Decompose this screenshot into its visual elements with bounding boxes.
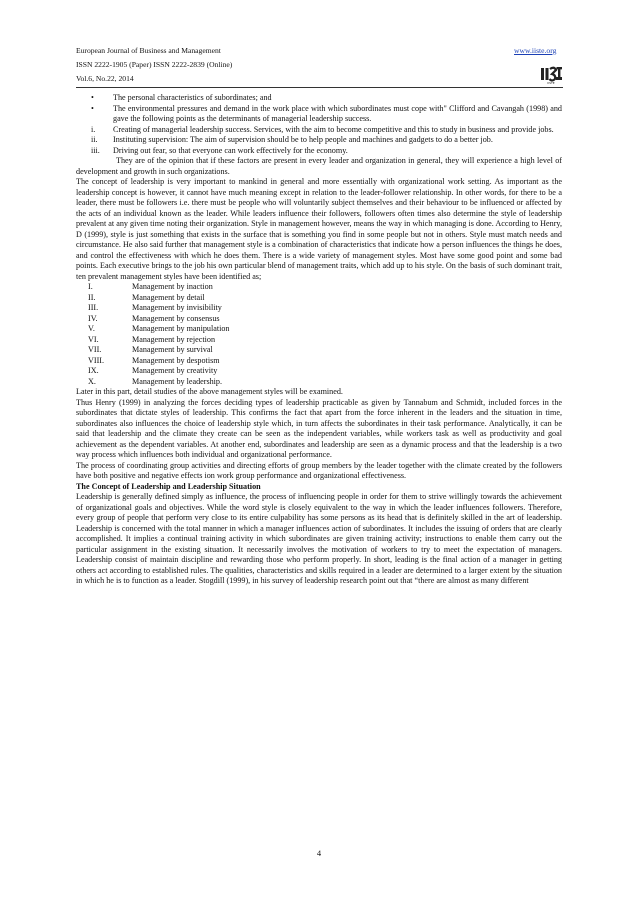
issn-line: ISSN 2222-1905 (Paper) ISSN 2222-2839 (Online) (76, 60, 233, 69)
volume-line: Vol.6, No.22, 2014 (76, 74, 134, 83)
paragraph: The process of coordinating group activities and directing efforts of group members by the leader together with the climate created by the followers have both positive and negative effects ion work group performance and organizational effectiveness. (76, 460, 562, 480)
list-item: I. Management by inaction (88, 282, 213, 291)
list-item: VI. Management by rejection (88, 334, 216, 344)
list-item: VII. Management by survival (88, 345, 213, 354)
list-item: IV. Management by consensus (88, 313, 220, 323)
section-heading: The Concept of Leadership and Leadership Situation (76, 481, 261, 491)
list-item: VIII. Management by despotism (88, 355, 220, 365)
logo-text: IISTE (547, 81, 555, 84)
article-body (76, 93, 562, 587)
paragraph: Later in this part, detail studies of the above management styles will be examined. (76, 387, 343, 396)
list-item: X. Management by leadership. (88, 376, 223, 386)
list-item: IX. Management by creativity (88, 366, 218, 375)
bullet-item: • The environmental pressures and demand in the work place with which subordinates must cope with" Clifford and Cavangah (1998) and gave the following points as the determinants of managerial leadership success. (91, 103, 562, 123)
bullet-icon: • (91, 93, 94, 102)
paragraph: They are of the opinion that if these factors are present in every leader and organization in general, they will experience a high level of development and growth in such organizations. (76, 156, 562, 176)
header-divider (76, 87, 563, 88)
bullet-icon: • (91, 103, 94, 113)
paragraph: Leadership is generally defined simply as influence, the process of influencing people in order for them to strive willingly towards the achievement of organizational goals and objectives. While the word style is closely equivalent to the way in which the leader influences followers. Therefore, every group of people that perform very close to its entire culpability has some persons as its head that is definitely skilled in the art of leadership. Leadership is concerned with the total manner in which a manager influences action of subordinates. It includes the issuing of orders that are clearly accomplished. It implies a continual training activity in which subordinates are given training activity; instructions to enable them carry out the particular assignment in the existing situation. It necessarily involves the motivation of workers to try to meet the expectation of managers. Leadership consist of maintain discipline and rewarding those who perform properly. In short, leading is the final action of a manager in getting others act according to established rules. The qualities, characteristics and skills required in a leader are determined to a larger extent by the situation in which he is to function as a leader. Stogdill (1999), in his survey of leadership research point out that “there are almost as many different (76, 492, 562, 585)
roman-point: ii. Instituting supervision: The aim of supervision should be to help people and machines and gadgets to do a better job. (91, 135, 493, 144)
paragraph: The concept of leadership is very important to mankind in general and more essentially with organizational work setting. As important as the leadership concept is however, it cannot have much meaning except in relation to the leader-follower relationship. In other words, for there to be a leader, there must be followers i.e. there must be people who will voluntarily subject themselves and their behaviour to be influenced or affected by the acts of an individual known as the leader. While leaders influence their followers, followers often times also determine the style of leadership prevalent at any given time noting their organization. Style in management however, means the way in which managing is done. According to Henry, D (1999), style is just something that exists in the surface that is something you find in some people but not in others. Style must match needs and circumstance. He also said further that management style is a combination of characteristics that indicate how a person influences the things he does, and control the effectiveness with which he does them. There is a wide variety of management styles. Most have some good point and some bad points. Each executive brings to the job his own particular blend of management traits, which add up to his style. On the basis of such dominant trait, ten prevalent management styles have been identified as; (76, 177, 562, 281)
paragraph: Thus Henry (1999) in analyzing the forces deciding types of leadership practicable as given by Tannabum and Schmidt, included forces in the subordinates that dictate styles of leadership. This confirms the fact that apart from the force inherent in the leaders and the situation in time, subordinates also influences the choice of leadership style which, in turn affects the subordinates in their task performance. Analytically, it can be said that leadership and the climate they create can be seen as the independent variables, while workers task as well as productivity and goal achievement as the dependent variables. At another end, subordinates and leadership are seen as a dynamic process and that the leadership is a two way process which influences both individual and organizational performance. (76, 397, 562, 459)
journal-url-link[interactable]: www.iiste.org (514, 46, 557, 55)
journal-title: European Journal of Business and Management (76, 46, 221, 55)
list-item: V. Management by manipulation (88, 324, 230, 333)
page-number: 4 (316, 848, 322, 858)
roman-point: iii. Driving out fear, so that everyone can work effectively for the economy. (91, 145, 348, 155)
bullet-item: • The personal characteristics of subordinates; and (91, 93, 272, 102)
management-styles-list (76, 282, 562, 387)
iiste-logo (539, 62, 563, 84)
roman-point: i. Creating of managerial leadership success. Services, with the aim to become competitive and this to study in business and provide jobs. (91, 124, 554, 134)
list-item: III. Management by invisibility (88, 303, 222, 312)
list-item: II. Management by detail (88, 292, 205, 302)
